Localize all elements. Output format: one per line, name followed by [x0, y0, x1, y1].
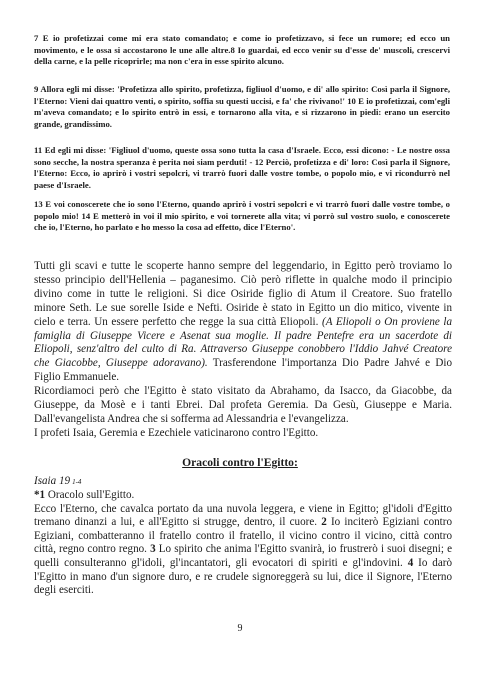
oracle-title: Oracolo sull'Egitto.: [45, 489, 135, 501]
commentary-paragraph-2: Ricordiamoci però che l'Egitto è stato visitato da Abrahamo, da Isacco, da Giacobbe, da Giuseppe, da Mosè e i tanti Ebrei. Dal profeta Geremia. Da Gesù, Giuseppe e Maria. Dall'evangelista Andrea che si sofferma ad Alessandria e l'evangelizza.: [34, 385, 452, 425]
commentary-paragraph-3: I profeti Isaia, Geremia e Ezechiele vaticinarono contro l'Egitto.: [34, 426, 319, 439]
section-heading: Oracoli contro l'Egitto:: [182, 456, 298, 469]
scripture-paragraph-1: 7 E io profetizzai come mi era stato comandato; e come io profetizzavo, si fece un rumore; ed ecco un movimento, e le ossa si accostarono le une alle altre.8 Io guardai, ed ecco venir su d'esse de' muscoli, crescervi della carne, e la pelle ricoprirle; ma non c'era in esse spirito alcuno.: [34, 33, 450, 67]
commentary-paragraph-1-end: Trasferendone l'importanza Dio Padre Jahvé e Dio Figlio Emmanuele.: [34, 357, 453, 384]
oracle-verse-4-text: Io darò l'Egitto in mano d'un signore duro, e re crudele signoreggerà su lui, dice il Signore, l'Eterno degli eserciti.: [34, 556, 452, 597]
commentary-italic-note: (A Eliopoli o On proviene la famiglia di Giuseppe Vicere e Asenat sua moglie. Il padre Pentefre era un sacerdote di Eliopoli, senz'altro del culto di Ra. Attraverso Giuseppe conobbero l'Iddio Jahvé Creatore che Giacobbe, Giuseppe adoravano).: [34, 315, 452, 370]
oracle-text: [34, 489, 452, 598]
verse-number-1: *1: [34, 489, 46, 501]
oracle-verse-1-text: Ecco l'Eterno, che cavalca portato da una nuvola leggera, e viene in Egitto; gl'idoli d'Egitto tremano dinanzi a lui, e all'Egitto si strugge, dentro, il cuore.: [34, 502, 452, 529]
scripture-paragraph-2: 9 Allora egli mi disse: 'Profetizza allo spirito, profetizza, figliuol d'uomo, e di' allo spirito: Così parla il Signore, l'Eterno: Vieni dai quattro venti, o spirito, soffia su questi uccisi, e fa' che rivivano!' 10 E io profetizzai, com'egli m'aveva comandato; e lo spirito entrò in essi, e tornarono alla vita, e si rizzarono in piedi: erano un esercito grande, grandissimo.: [34, 84, 450, 129]
oracle-verse-3-text: Lo spirito che anima l'Egitto svanirà, io frustrerò i suoi disegni; e quelli consulteranno gl'idoli, gl'incantatori, gli evocatori di spiriti e gl'indovini.: [34, 543, 452, 569]
verse-number-3: 3: [146, 543, 156, 556]
reference-verses: 1-4: [72, 478, 82, 486]
commentary-text: [34, 260, 452, 441]
scripture-paragraph-3: 11 Ed egli mi disse: 'Figliuol d'uomo, queste ossa sono tutta la casa d'Israele. Ecco, essi dicono: - Le nostre ossa sono secche, la nostra speranza è perita noi siam perduti! - 12 Perciò, profetizza e di' loro: Così parla il Signore, l'Eterno: Ecco, io aprirò i vostri sepolcri, vi trarrò fuori dalle vostre tombe, o popolo mio, e vi ricondurrò nel paese d'Israele.: [34, 145, 450, 190]
oracle-verse-2-text: Io inciterò Egiziani contro Egiziani, combatteranno il fratello contro il fratello, il vicino contro il vicino, città contro città, regno contro regno.: [34, 516, 452, 556]
scripture-paragraph-4: 13 E voi conoscerete che io sono l'Eterno, quando aprirò i vostri sepolcri e vi trarrò fuori dalle vostre tombe, o popolo mio! 14 E metterò in voi il mio spirito, e voi tornerete alla vita; vi porrò sul vostro suolo, e conoscerete che io, l'Eterno, ho parlato e ho messo la cosa ad effetto, dice l'Eterno'.: [34, 199, 450, 233]
commentary-paragraph-1: Tutti gli scavi e tutte le scoperte hanno sempre del leggendario, in Egitto però troviamo lo stesso principio dell'Hellenia – paganesimo. Ciò però riflette in qualche modo il principio divino come in tutte le religioni. Si dice Osiride figlio di Atum il Creatore. Suo fratello minore Seth. Le sue sorelle Iside e Nefti. Osiride è stato in Egitto un dio mitico, vivente in cielo e terra. Un essere perfetto che regge la sua città Eliopoli.: [34, 260, 452, 328]
scripture-reference: [34, 475, 81, 487]
verse-number-4: 4: [402, 556, 414, 569]
reference-book: Isaia 19: [34, 475, 71, 487]
page-number: 9: [237, 623, 243, 634]
verse-number-2: 2: [317, 516, 327, 529]
